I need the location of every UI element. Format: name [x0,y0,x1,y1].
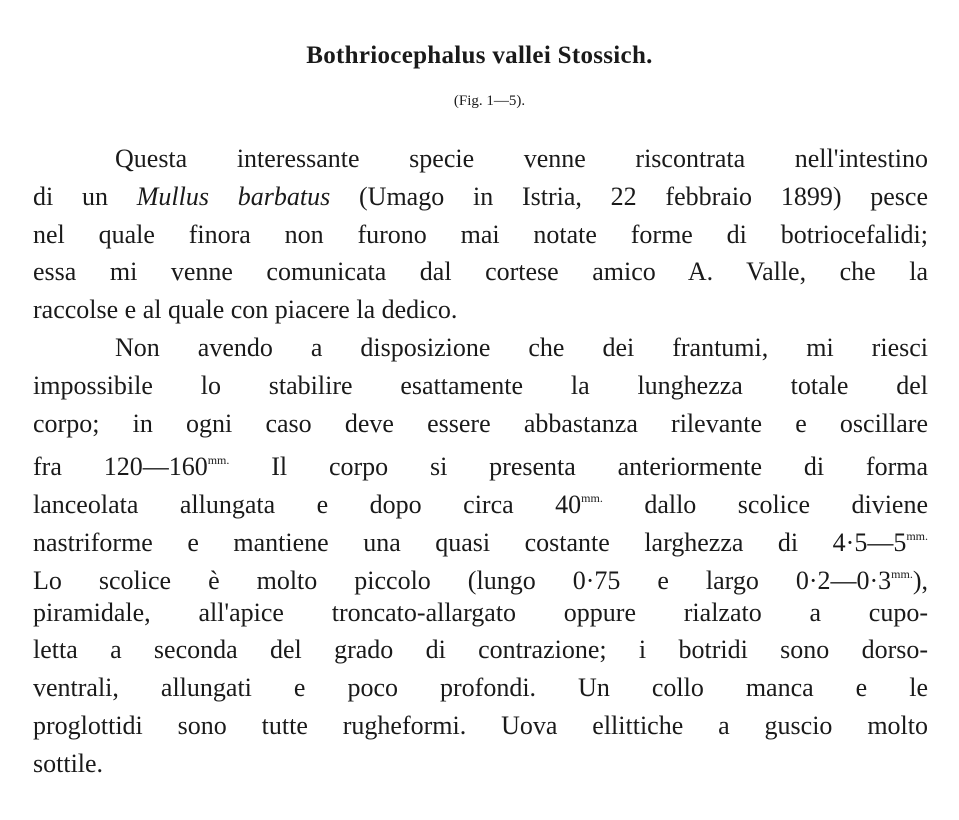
italic-species-name: Mullus barbatus [136,181,331,211]
text-segment: proglottidi sono tutte rugheformi. Uova ellittiche a guscio molto [33,710,928,740]
text-line [33,745,928,783]
text-segment: letta a seconda del grado di contrazione; i botridi sono dorso- [33,635,928,665]
text-line [33,707,928,745]
text-line [33,594,928,632]
text-segment: Questa interessante specie venne riscontrata nell'intestino [115,144,928,173]
text-segment: ), [912,565,928,595]
text-segment: impossibile lo stabilire esattamente la lunghezza totale del [33,370,928,400]
species-title: Bothriocephalus vallei Stossich. [306,42,653,69]
text-line [33,405,928,443]
text-line [33,518,928,556]
text-segment: fra 120—160 [33,452,208,482]
text-segment: dallo scolice diviene [602,490,928,520]
text-line [33,631,928,669]
text-segment: nel quale finora non furono mai notate forme di botriocefalidi; [33,219,928,249]
text-line [33,556,928,594]
text-line [33,442,928,480]
text-segment: di un [33,181,137,211]
text-segment: (Umago in Istria, 22 febbraio 1899) pesce [330,181,928,211]
unit-superscript: mm. [906,528,928,543]
text-line [33,367,928,405]
text-line [33,291,928,329]
text-segment: nastriforme e mantiene una quasi costante larghezza di 4·5—5 [33,527,907,557]
figure-reference: (Fig. 1—5). [453,93,526,109]
text-line [33,253,928,291]
text-segment: sottile. [33,748,104,778]
text-segment: corpo; in ogni caso deve essere abbastanza rilevante e oscillare [33,408,928,438]
text-segment: essa mi venne comunicata dal cortese amico A. Valle, che la [33,257,928,287]
text-segment: piramidale, all'apice troncato-allargato oppure rialzato a cupo- [33,597,928,627]
unit-superscript: mm. [891,566,913,581]
text-line [33,329,928,367]
text-segment: ventrali, allungati e poco profondi. Un collo manca e le [33,673,928,703]
text-line [33,480,928,518]
text-segment: Il corpo si presenta anteriormente di forma [229,452,928,482]
text-segment: raccolse e al quale con piacere la dedico. [33,295,458,325]
text-segment: Non avendo a disposizione che dei frantumi, mi riesci [115,332,928,362]
text-line [33,140,928,178]
unit-superscript: mm. [207,453,230,468]
text-segment: lanceolata allungata e dopo circa 40 [33,490,582,520]
text-line [33,178,928,216]
text-line [33,669,928,707]
unit-superscript: mm. [581,491,603,506]
description-text [33,140,928,783]
text-line [33,216,928,254]
text-segment: Lo scolice è molto piccolo (lungo 0·75 e largo 0·2—0·3 [33,565,892,595]
